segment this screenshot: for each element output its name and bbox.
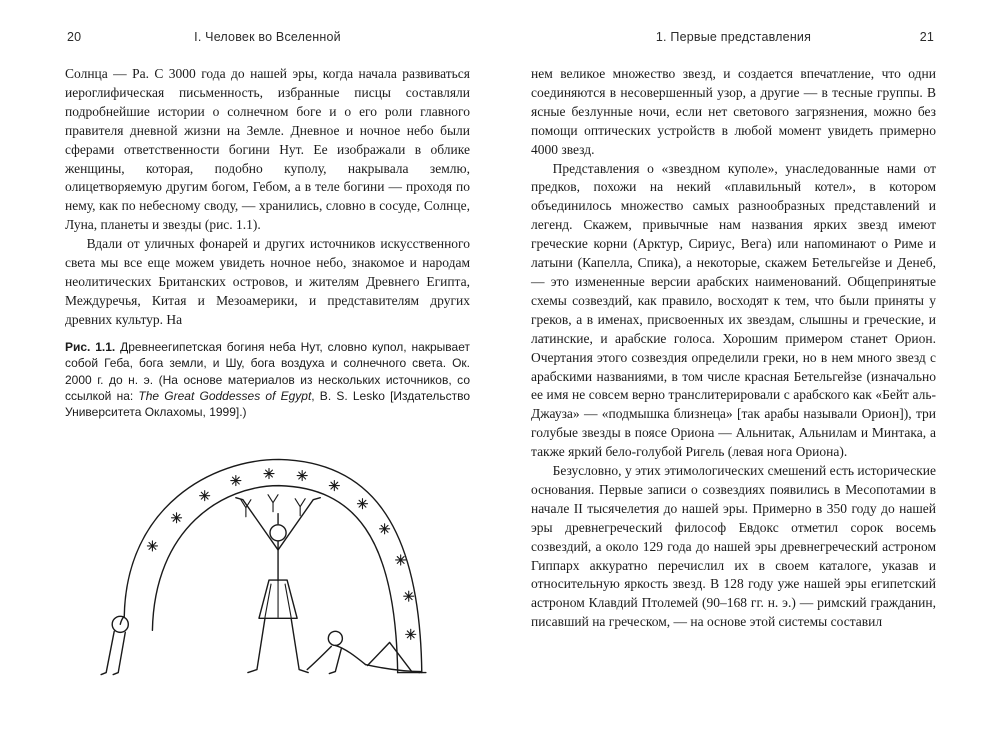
figure-1-1 xyxy=(65,433,470,691)
left-page-number: 20 xyxy=(67,30,82,44)
figure-caption-text: Древнеегипетская богиня неба Нут, словно купол, накрывает собой Геба, бога земли, и Шу, бога воздуха и солнечного света. Ок. 2000 г. до н. э. (На основе материалов из нескольких источников, со ссылкой на: xyxy=(65,339,470,403)
nut-figure xyxy=(101,459,426,674)
right-body-text xyxy=(531,65,936,632)
right-page-number: 21 xyxy=(919,30,934,44)
right-running-head: 1. Первые представления xyxy=(655,30,812,44)
paragraph: Солнца — Ра. С 3000 года до нашей эры, когда начала развиваться иероглифическая письменность, избранные писцы составляли подробнейшие истории о солнечном боге и о его роли главного правителя дневной жизни на Земле. Дневное и ночное небо были сферами ответственности богини Нут. Ее изображали в облике женщины, которая, подобно куполу, накрывала землю, олицетворяемую другим богом, Гебом, а в теле богини — проходя по нему, как по небесному своду, — хранились, словно в сосуде, Солнце, Луна, планеты и звезды (рис. 1.1). xyxy=(65,66,470,233)
figure-caption-label: Рис. 1.1. xyxy=(65,339,116,354)
right-page xyxy=(531,30,936,632)
left-body-text xyxy=(65,65,470,330)
figure-caption-text: , B. S. Lesko [Издательство Университета Оклахомы, 1999].) xyxy=(65,388,470,420)
star-icons xyxy=(147,468,415,639)
shu-figure xyxy=(235,497,319,672)
paragraph: нем великое множество звезд, и создается впечатление, что одни соединяются в несовершенный узор, а другие — в тесные группы. В ясные безлунные ночи, если нет светового загрязнения, можно без помощи оптических устройств в любой момент увидеть примерно 4000 звезд. xyxy=(531,66,936,157)
geb-figure xyxy=(307,631,422,673)
right-page-header xyxy=(531,30,936,50)
figure-caption-book-title: The Great Goddesses of Egypt xyxy=(138,388,312,403)
left-page-header xyxy=(65,30,470,50)
paragraph: Вдали от уличных фонарей и других источников искусственного света мы все еще можем увидеть ночное небо, знакомое и народам неолитических Британских островов, и жителям Древнего Египта, Междуречья, Китая и Мезоамерики, и представителям других древних культур. На xyxy=(65,236,470,327)
figure-1-1-illustration xyxy=(72,433,464,691)
paragraph: Представления о «звездном куполе», унаследованные нами от предков, похожи на некий «плавильный котел», в котором объединилось множество самых разнообразных представлений и легенд. Скажем, привычные нам названия ярких звезд имеют греческие корни (Арктур, Сириус, Вега) или напоминают о Риме и латыни (Капелла, Спика), а некоторые, скажем Бетельгейзе и Денеб, — это измененные версии арабских наименований. Общепринятые схемы созвездий, как правило, восходят к тем, что были приняты у греков, а в именах, присвоенных их звездам, слышны и греческие, и латинские, и арабские голоса. Хорошим примером станет Орион. Очертания этого созвездия определили греки, но в нем много звезд с арабскими названиями, в том числе красная Бетельгейзе (изначально ее имя не совсем верно транслитерировали с арабского как «Бейт аль-Джауза» — «подмышка близнеца» [так арабы называли Орион]), три голубые звезды в поясе Ориона — Альнитак, Альнилам и Минтака, а также яркий бело-голубой Ригель (левая нога Ориона). xyxy=(531,160,936,460)
paragraph: Безусловно, у этих этимологических смешений есть исторические основания. Первые записи о созвездиях появились в Месопотамии в начале II тысячелетия до нашей эры. Примерно в 350 году до нашей эры древнегреческий философ Евдокс отметил сорок восемь созвездий, а около 129 года до нашей эры древнегреческий астроном Гиппарх аккуратно перечислил их в своем каталоге, указав и относительную яркость звезд. В 128 году уже нашей эры египетский астроном Клавдий Птолемей (90–168 гг. н. э.) — римский гражданин, писавший на греческом, — на основе этой системы составил xyxy=(531,463,936,630)
left-page xyxy=(65,30,470,691)
hieroglyph-icons xyxy=(240,494,304,516)
figure-caption xyxy=(65,339,470,421)
left-running-head: I. Человек во Вселенной xyxy=(194,30,341,44)
